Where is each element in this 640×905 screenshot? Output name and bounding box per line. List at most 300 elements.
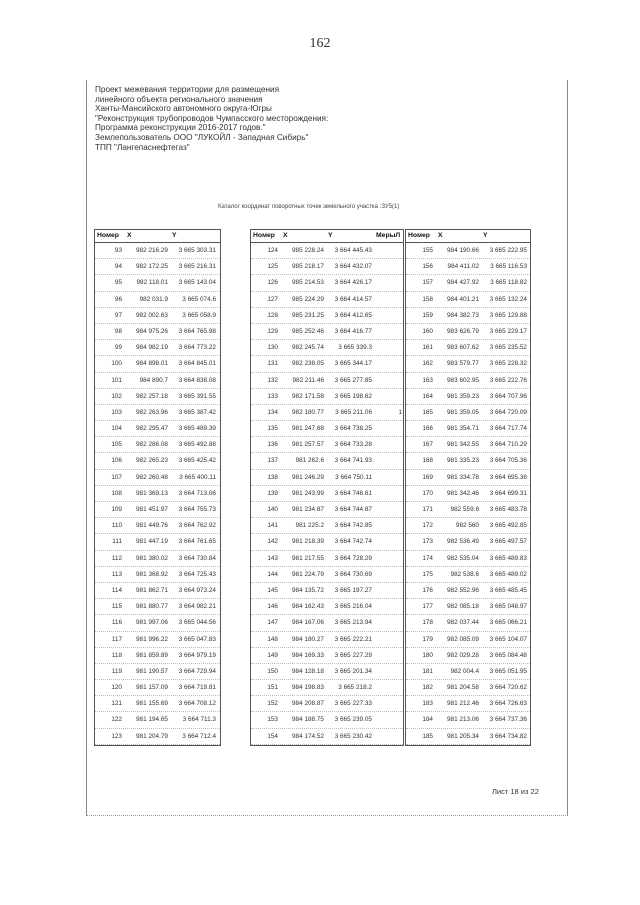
y-coordinate: 3 664 416.77 [334,327,372,335]
mery-cell [374,664,402,679]
point-number: 99 [114,344,122,352]
table-row [406,453,530,469]
project-header [95,85,425,152]
x-coordinate: 981 257.57 [292,441,324,449]
coordinates-table-2 [250,229,404,746]
point-number: 175 [422,570,433,578]
x-coordinate: 984 208.87 [292,700,324,708]
table-row [251,292,403,308]
point-number: 110 [111,522,122,530]
x-coordinate: 981 369.13 [136,489,168,497]
table-row [251,534,403,550]
table-row [251,486,403,502]
y-coordinate: 3 664 750.11 [335,473,372,481]
x-coordinate: 981 368.92 [136,570,168,578]
point-number: 131 [267,360,278,368]
x-coordinate: 982 029.28 [447,651,479,659]
x-coordinate: 984 982.19 [136,344,168,352]
x-coordinate: 982 295.47 [136,425,168,433]
y-coordinate: 3 664 742.85 [334,522,372,530]
x-coordinate: 982 004.4 [450,667,479,675]
table-row [406,729,530,745]
point-number: 101 [111,376,122,384]
x-coordinate: 982 031.9 [139,295,168,303]
y-coordinate: 3 664 717.74 [489,425,527,433]
y-coordinate: 3 665 084.48 [489,651,527,659]
x-coordinate: 984 975.26 [136,327,168,335]
y-coordinate: 3 664 973.24 [178,586,216,594]
mery-cell [374,259,402,274]
point-number: 102 [111,392,122,400]
point-number: 96 [114,295,122,303]
table-row [251,405,403,421]
point-number: 107 [111,473,122,481]
y-coordinate: 3 665 216.31 [178,263,216,271]
x-coordinate: 981 217.55 [292,554,324,562]
catalog-title: Каталог координат поворотных точек земельного участка :ЗУ5(1) [218,204,400,210]
y-coordinate: 3 665 303.31 [178,247,216,254]
y-coordinate: 3 664 730.84 [178,554,216,562]
point-number: 105 [111,441,122,449]
table-row [95,292,220,308]
table-row [406,648,530,664]
mery-cell [374,308,402,323]
table-row [251,437,403,453]
x-coordinate: 983 626.79 [447,327,479,335]
point-number: 185 [422,732,433,740]
point-number: 173 [422,538,433,546]
table-row [95,615,220,631]
col-x-header: X [283,232,288,239]
x-coordinate: 981 194.65 [136,716,168,724]
table-row [406,518,530,534]
table-row [406,696,530,712]
y-coordinate: 3 664 762.92 [178,522,216,530]
y-coordinate: 3 664 725.43 [178,570,216,578]
table-row [95,551,220,567]
table-row [251,275,403,291]
x-coordinate: 984 169.33 [292,651,324,659]
y-coordinate: 3 665 344.17 [334,360,372,368]
point-number: 142 [267,538,278,546]
table-row [251,259,403,275]
x-coordinate: 981 996.22 [136,635,168,643]
y-coordinate: 3 664 838.08 [178,376,216,384]
mery-cell [374,632,402,647]
x-coordinate: 984 190.66 [447,247,479,254]
col-y-header: Y [328,232,333,239]
x-coordinate: 982 535.04 [447,554,479,562]
x-coordinate: 981 449.76 [136,522,168,530]
mery-cell [374,356,402,371]
y-coordinate: 3 664 755.73 [178,506,216,513]
table-row [95,648,220,664]
mery-cell [374,275,402,290]
x-coordinate: 981 212.46 [447,700,479,708]
x-coordinate: 981 359.23 [447,392,479,400]
x-coordinate: 983 579.77 [447,360,479,368]
point-number: 156 [422,263,433,271]
point-number: 167 [422,441,433,449]
x-coordinate: 984 890.7 [139,376,168,384]
x-coordinate: 984 188.75 [292,716,324,724]
table-row [251,648,403,664]
table-row [95,340,220,356]
col-num-header: Номер [97,232,119,239]
point-number: 184 [422,716,433,724]
point-number: 177 [422,603,433,611]
y-coordinate: 3 664 773.22 [178,344,216,352]
table-row [95,421,220,437]
y-coordinate: 3 665 104.07 [489,635,527,643]
y-coordinate: 3 664 713.06 [178,489,216,497]
table-row [251,502,403,518]
point-number: 123 [111,732,122,740]
table-row [406,437,530,453]
x-coordinate: 985 252.46 [292,327,324,335]
x-coordinate: 981 225.2 [295,522,324,530]
y-coordinate: 3 665 228.32 [489,360,527,368]
table-row [251,421,403,437]
x-coordinate: 981 997.06 [136,619,168,627]
y-coordinate: 3 664 445.43 [334,247,372,254]
y-coordinate: 3 664 712.4 [182,732,216,740]
x-coordinate: 982 263.96 [136,408,168,416]
point-number: 154 [267,732,278,740]
point-number: 145 [267,586,278,594]
y-coordinate: 3 664 414.57 [334,295,372,303]
header-line: линейного объекта регионального значения [95,94,263,104]
point-number: 179 [422,635,433,643]
y-coordinate: 3 665 218.2 [338,684,372,692]
point-number: 176 [422,586,433,594]
table-row [406,324,530,340]
x-coordinate: 981 213.06 [447,716,479,724]
coordinates-table-3 [405,229,531,746]
table-row [95,437,220,453]
y-coordinate: 3 665 277.85 [334,376,372,384]
y-coordinate: 3 664 720.09 [489,408,527,416]
table-row [251,453,403,469]
x-coordinate: 982 002.63 [136,311,168,319]
mery-cell [374,680,402,695]
point-number: 140 [267,506,278,513]
table-row [95,373,220,389]
point-number: 139 [267,489,278,497]
x-coordinate: 981 247.68 [292,425,324,433]
col-y-header: Y [483,232,488,239]
y-coordinate: 3 665 198.62 [334,392,372,400]
y-coordinate: 3 665 058.9 [182,311,216,319]
header-line: Программа реконструкции 2016-2017 годов." [95,123,266,133]
y-coordinate: 3 664 432.07 [334,263,372,271]
x-coordinate: 982 552.96 [447,586,479,594]
y-coordinate: 3 665 391.55 [178,392,216,400]
mery-cell [374,389,402,404]
y-coordinate: 3 664 979.19 [178,651,216,659]
table-row [95,599,220,615]
y-coordinate: 3 664 726.63 [489,700,527,708]
x-coordinate: 981 204.58 [447,684,479,692]
point-number: 135 [267,425,278,433]
table-row [95,712,220,728]
y-coordinate: 3 665 048.97 [489,603,527,611]
mery-cell [374,583,402,598]
y-coordinate: 3 665 387.42 [178,408,216,416]
table-row [95,308,220,324]
x-coordinate: 985 218.17 [292,263,324,271]
table-row [251,599,403,615]
table-row [251,583,403,599]
x-coordinate: 981 862.71 [136,586,168,594]
y-coordinate: 3 665 492.85 [489,522,527,530]
header-line: ТПП "Лангепаснефтегаз" [95,142,190,152]
x-coordinate: 982 172.25 [136,263,168,271]
y-coordinate: 3 665 213.94 [334,619,372,627]
table-row [95,729,220,745]
point-number: 157 [422,279,433,287]
x-coordinate: 984 180.27 [292,635,324,643]
table-row [406,615,530,631]
table-row [95,534,220,550]
table-row [406,680,530,696]
table-row [251,551,403,567]
y-coordinate: 3 665 216.04 [334,603,372,611]
point-number: 108 [111,489,122,497]
table-row [251,680,403,696]
col-mery-header: МерыЛ [376,232,401,239]
point-number: 137 [267,457,278,465]
y-coordinate: 3 664 711.3 [182,716,216,724]
y-coordinate: 3 665 143.04 [178,279,216,287]
mery-cell [374,486,402,501]
table-row [95,486,220,502]
table-row [251,356,403,372]
y-coordinate: 3 665 492.88 [178,441,216,449]
point-number: 122 [111,716,122,724]
y-coordinate: 3 665 211.06 [335,408,372,416]
y-coordinate: 3 664 710.29 [489,441,527,449]
y-coordinate: 3 665 425.42 [178,457,216,465]
point-number: 160 [422,327,433,335]
table-row [95,324,220,340]
x-coordinate: 981 155.69 [136,700,168,708]
x-coordinate: 982 216.29 [136,247,168,254]
x-coordinate: 984 382.73 [447,311,479,319]
point-number: 125 [267,263,278,271]
table-row [406,340,530,356]
point-number: 133 [267,392,278,400]
mery-cell [374,453,402,468]
mery-cell [374,518,402,533]
y-coordinate: 3 664 412.65 [334,311,372,319]
point-number: 117 [111,635,122,643]
mery-cell [374,648,402,663]
point-number: 109 [111,506,122,513]
header-line: Проект межевания территории для размещения [95,85,279,94]
point-number: 94 [114,263,122,271]
x-coordinate: 982 085.18 [447,603,479,611]
table-row [406,373,530,389]
table-row [406,486,530,502]
y-coordinate: 3 664 708.12 [178,700,216,708]
y-coordinate: 3 665 118.82 [490,279,527,287]
table-row [95,518,220,534]
table-row [251,712,403,728]
x-coordinate: 981 190.57 [136,667,168,675]
point-number: 113 [111,570,122,578]
point-number: 134 [267,408,278,416]
y-coordinate: 3 664 744.87 [334,506,372,513]
table-row [251,389,403,405]
point-number: 146 [267,603,278,611]
x-coordinate: 984 411.02 [447,263,479,271]
y-coordinate: 3 665 222.21 [334,635,372,643]
y-coordinate: 3 665 227.33 [334,700,372,708]
point-number: 118 [111,651,122,659]
mery-cell [374,502,402,517]
x-coordinate: 981 859.89 [136,651,168,659]
y-coordinate: 3 664 741.93 [334,457,372,465]
mery-cell [374,696,402,711]
point-number: 165 [422,408,433,416]
table-row [95,356,220,372]
table-row [251,308,403,324]
y-coordinate: 3 664 707.96 [489,392,527,400]
x-coordinate: 982 171.58 [292,392,324,400]
page-number: 162 [309,36,331,51]
x-coordinate: 984 174.52 [292,732,324,740]
x-coordinate: 984 401.21 [447,295,479,303]
x-coordinate: 982 211.46 [292,376,324,384]
x-coordinate: 985 214.53 [292,279,324,287]
mery-cell [374,437,402,452]
table-row [95,275,220,291]
col-num-header: Номер [253,232,275,239]
mery-cell [374,340,402,355]
point-number: 151 [267,684,278,692]
table-row [95,680,220,696]
col-y-header: Y [172,232,177,239]
y-coordinate: 3 664 737.36 [489,716,527,724]
table-row [406,551,530,567]
point-number: 158 [422,295,433,303]
x-coordinate: 982 180.77 [292,408,324,416]
mery-cell [374,373,402,388]
mery-cell [374,470,402,485]
point-number: 111 [112,538,122,546]
x-coordinate: 981 218.39 [292,538,324,546]
table-row [95,243,220,259]
mery-cell [374,421,402,436]
point-number: 116 [111,619,122,627]
x-coordinate: 981 880.77 [136,603,168,611]
point-number: 112 [111,554,122,562]
point-number: 128 [267,311,278,319]
y-coordinate: 3 665 066.21 [489,619,527,627]
header-line: Ханты-Мансийского автономного округа-Югры [95,104,272,114]
mery-cell [374,292,402,307]
y-coordinate: 3 664 426.17 [334,279,372,287]
point-number: 127 [267,295,278,303]
x-coordinate: 982 085.09 [447,635,479,643]
point-number: 171 [422,506,433,513]
x-coordinate: 984 898.01 [136,360,168,368]
table-row [406,470,530,486]
table-row [251,567,403,583]
point-number: 147 [267,619,278,627]
point-number: 155 [422,247,433,254]
x-coordinate: 985 228.24 [292,247,324,254]
y-coordinate: 3 665 051.95 [489,667,527,675]
y-coordinate: 3 664 705.36 [489,457,527,465]
x-coordinate: 981 447.19 [136,538,168,546]
point-number: 163 [422,376,433,384]
table-row [251,373,403,389]
table-header [406,230,530,243]
point-number: 178 [422,619,433,627]
point-number: 119 [111,667,122,675]
table-row [95,664,220,680]
point-number: 183 [422,700,433,708]
table-row [406,632,530,648]
point-number: 121 [111,700,122,708]
y-coordinate: 3 664 728.29 [334,554,372,562]
y-coordinate: 3 664 733.28 [334,441,372,449]
mery-cell [374,534,402,549]
y-coordinate: 3 665 489.83 [489,554,527,562]
header-line: Землепользователь ООО "ЛУКОЙЛ - Западная Сибирь" [95,132,309,142]
y-coordinate: 3 665 116.53 [490,263,527,271]
point-number: 138 [267,473,278,481]
mery-cell [374,567,402,582]
x-coordinate: 984 167.06 [292,619,324,627]
table-row [95,389,220,405]
y-coordinate: 3 665 489.39 [178,425,216,433]
x-coordinate: 982 245.74 [292,344,324,352]
x-coordinate: 982 238.05 [292,360,324,368]
table-row [406,421,530,437]
x-coordinate: 984 162.43 [292,603,324,611]
table-row [406,356,530,372]
table-row [406,405,530,421]
table-row [406,243,530,259]
table-row [406,664,530,680]
y-coordinate: 3 664 729.94 [178,667,216,675]
point-number: 144 [267,570,278,578]
y-coordinate: 3 664 730.69 [334,570,372,578]
table-row [251,632,403,648]
col-x-header: X [438,232,443,239]
y-coordinate: 3 664 738.25 [334,425,372,433]
x-coordinate: 983 602.95 [447,376,479,384]
x-coordinate: 984 135.72 [292,586,324,594]
x-coordinate: 982 257.18 [136,392,168,400]
y-coordinate: 3 665 235.52 [489,344,527,352]
point-number: 114 [111,586,122,594]
table-row [251,615,403,631]
table-row [406,275,530,291]
x-coordinate: 984 427.92 [447,279,479,287]
point-number: 164 [422,392,433,400]
table-row [251,696,403,712]
x-coordinate: 981 243.99 [292,489,324,497]
x-coordinate: 982 118.01 [136,279,168,287]
table-row [406,308,530,324]
y-coordinate: 3 665 239.05 [334,716,372,724]
x-coordinate: 982 260.48 [136,473,168,481]
x-coordinate: 981 262.6 [295,457,324,465]
